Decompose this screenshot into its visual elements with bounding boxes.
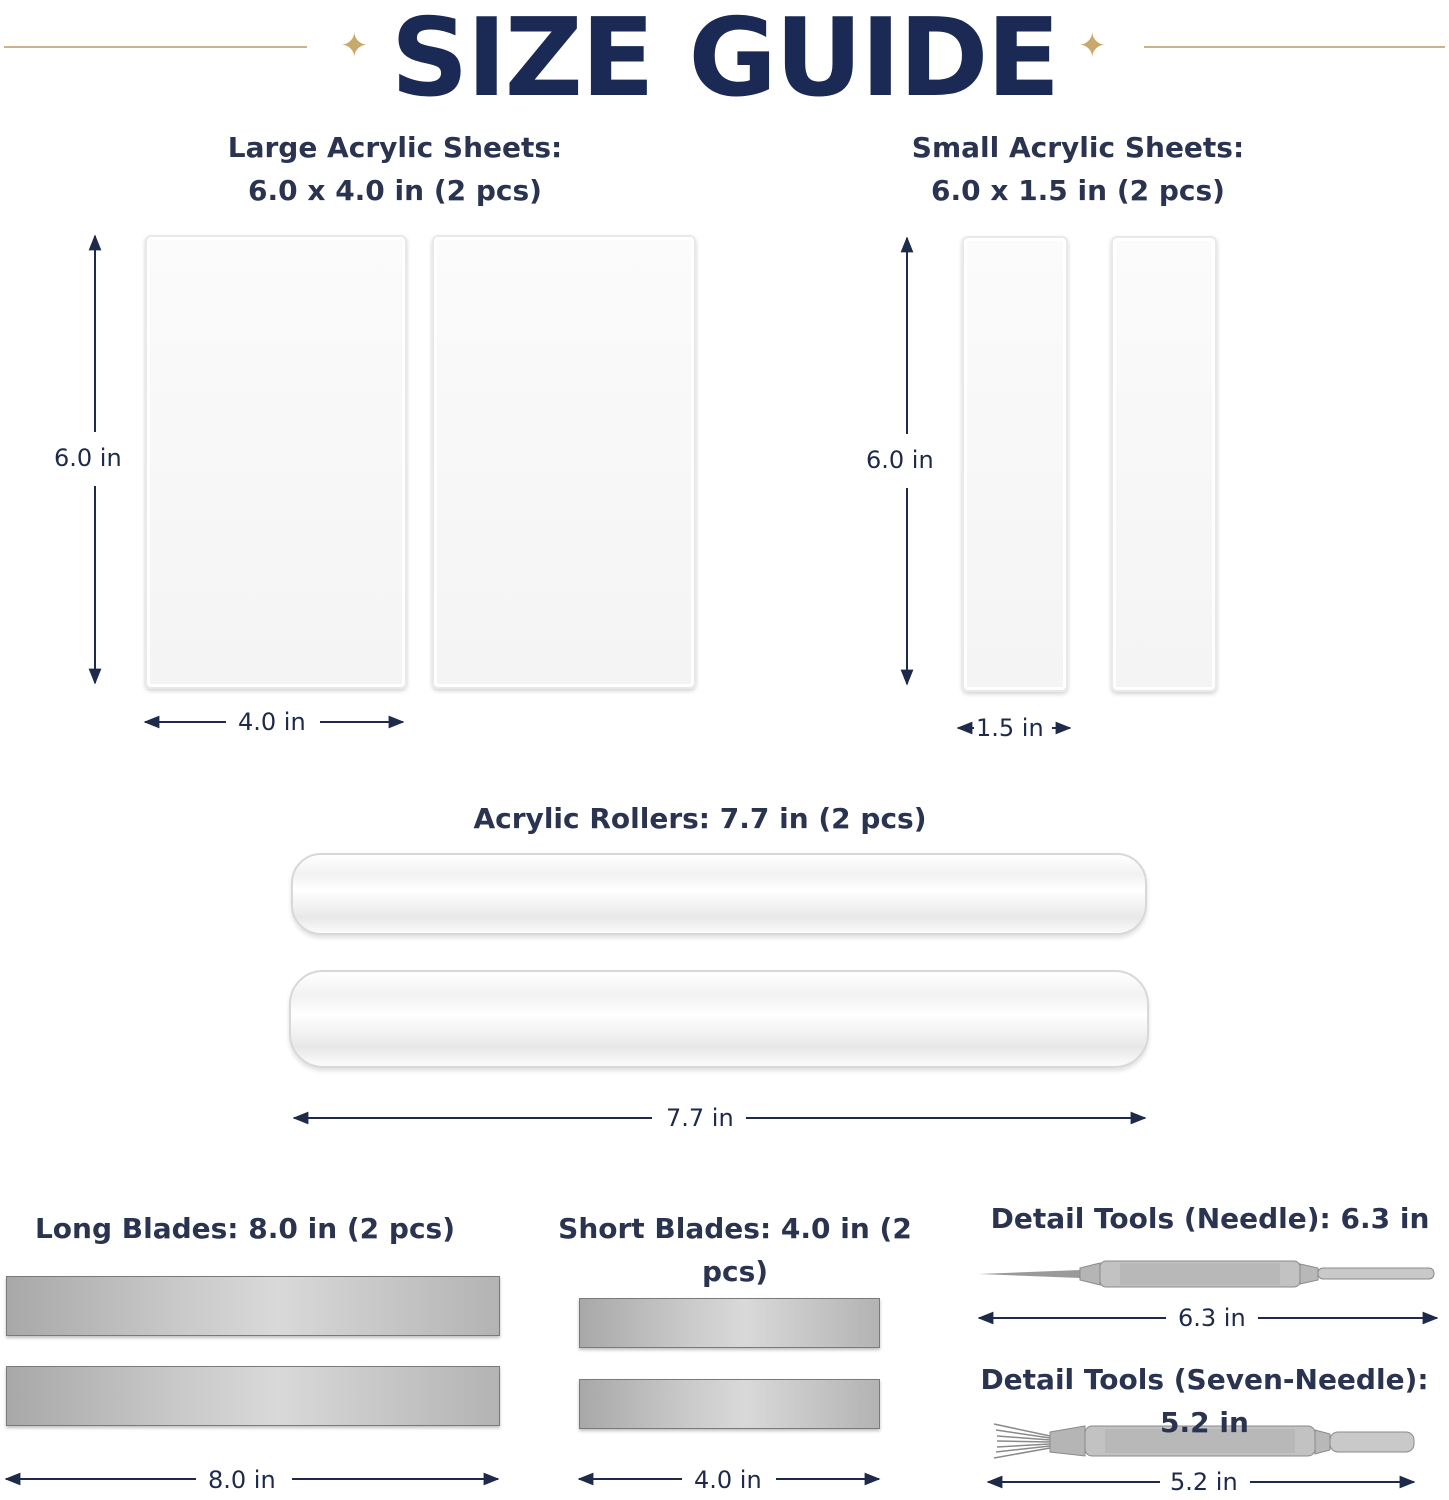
short-blade-1 — [579, 1298, 880, 1348]
acrylic-roller-1 — [291, 853, 1147, 935]
small-sheets-heading-line1: Small Acrylic Sheets: — [911, 131, 1245, 164]
long-blades-heading: Long Blades: 8.0 in (2 pcs) — [34, 1212, 456, 1245]
needle-tool-image — [979, 1261, 1434, 1287]
small-sheets-heading — [878, 126, 1278, 212]
page-title: SIZE GUIDE — [390, 0, 1059, 121]
acrylic-roller-2 — [289, 970, 1149, 1068]
large-sheets-heading-line2: 6.0 x 4.0 in (2 pcs) — [248, 174, 542, 207]
small-sheet-width-label: 1.5 in — [976, 714, 1044, 742]
short-blade-2 — [579, 1379, 880, 1429]
seven-needle-tool-heading: Detail Tools (Seven-Needle): 5.2 in — [980, 1363, 1429, 1439]
large-sheet-height-label: 6.0 in — [46, 444, 130, 472]
needle-tool-heading: Detail Tools (Needle): 6.3 in — [990, 1202, 1430, 1235]
small-acrylic-sheet-1 — [962, 236, 1068, 692]
rollers-heading: Acrylic Rollers: 7.7 in (2 pcs) — [473, 802, 927, 835]
small-sheet-height-label: 6.0 in — [858, 446, 942, 474]
needle-tool-length-label: 6.3 in — [1170, 1304, 1254, 1332]
large-sheets-heading-line1: Large Acrylic Sheets: — [227, 131, 563, 164]
seven-needle-tool-length-label: 5.2 in — [1162, 1468, 1246, 1496]
long-blade-1 — [6, 1276, 500, 1336]
long-blade-length-label: 8.0 in — [200, 1466, 284, 1494]
short-blades-heading: Short Blades: 4.0 in (2 pcs) — [558, 1212, 912, 1288]
large-acrylic-sheet-1 — [145, 235, 407, 689]
large-sheets-heading — [145, 126, 645, 212]
short-blade-length-label: 4.0 in — [686, 1466, 770, 1494]
large-acrylic-sheet-2 — [432, 235, 696, 689]
small-sheets-heading-line2: 6.0 x 1.5 in (2 pcs) — [931, 174, 1225, 207]
roller-length-label: 7.7 in — [658, 1104, 742, 1132]
large-sheet-width-label: 4.0 in — [230, 708, 314, 736]
long-blade-2 — [6, 1366, 500, 1426]
star-icon-left: ✦ — [340, 26, 369, 66]
small-acrylic-sheet-2 — [1111, 236, 1217, 692]
star-icon-right: ✦ — [1078, 26, 1107, 66]
